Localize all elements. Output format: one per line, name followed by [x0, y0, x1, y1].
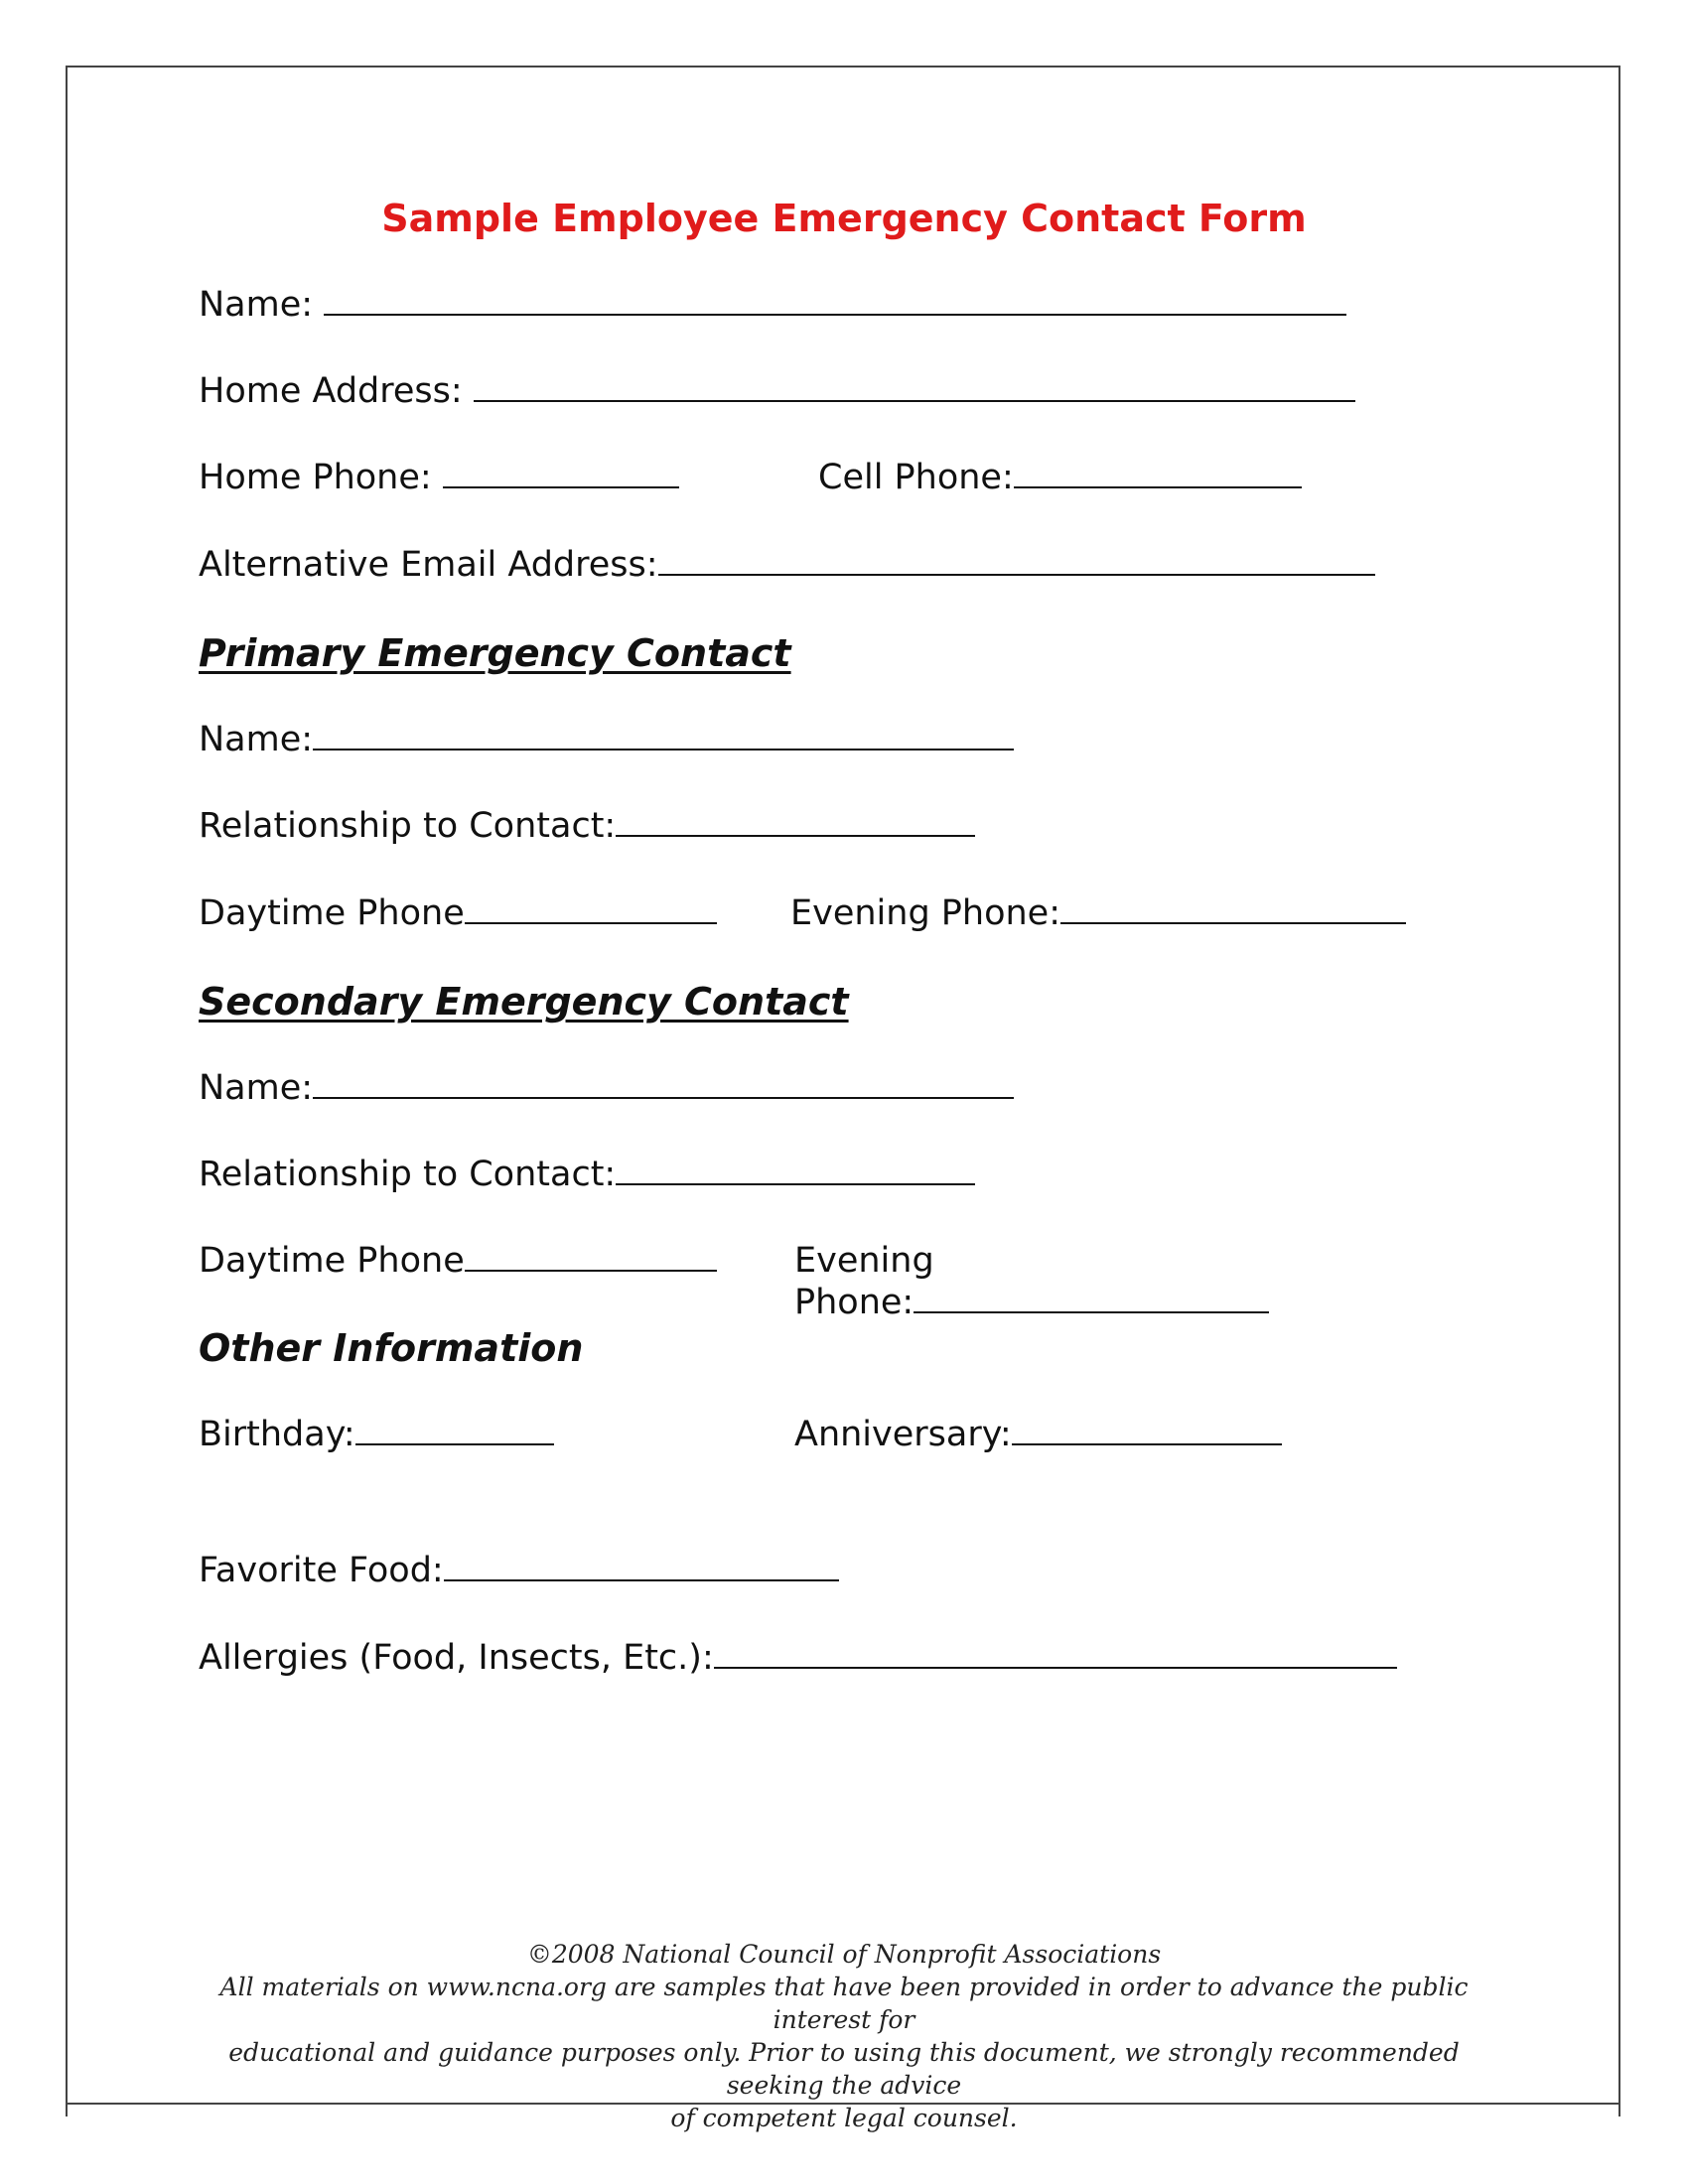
secondary-daytime-row — [199, 1240, 717, 1282]
secondary-contact-heading: Secondary Emergency Contact — [199, 980, 849, 1024]
home-address-field[interactable] — [474, 370, 1355, 402]
birthday-label: Birthday: — [199, 1415, 355, 1454]
cell-phone-label: Cell Phone: — [818, 458, 1014, 497]
secondary-name-field[interactable] — [313, 1067, 1014, 1099]
favorite-food-label: Favorite Food: — [199, 1551, 444, 1590]
employee-name-row — [199, 284, 1346, 326]
secondary-relationship-label: Relationship to Contact: — [199, 1155, 617, 1194]
favorite-food-field[interactable] — [444, 1550, 839, 1581]
employee-name-label: Name: — [199, 285, 314, 325]
primary-name-field[interactable] — [313, 719, 1014, 751]
primary-name-label: Name: — [199, 720, 314, 759]
secondary-relationship-row — [199, 1154, 975, 1195]
primary-relationship-field[interactable] — [616, 805, 975, 837]
footer-disclaimer-line3: of competent legal counsel. — [670, 2104, 1018, 2132]
cell-phone-field[interactable] — [1014, 457, 1302, 488]
primary-evening-row — [790, 892, 1406, 934]
footer — [199, 1938, 1489, 2134]
birthday-row — [199, 1414, 554, 1455]
favorite-food-row — [199, 1550, 839, 1591]
secondary-daytime-label: Daytime Phone — [199, 1241, 465, 1281]
home-phone-label: Home Phone: — [199, 458, 432, 497]
home-address-label: Home Address: — [199, 371, 463, 411]
cell-phone-row — [818, 457, 1302, 498]
footer-copyright: ©2008 National Council of Nonprofit Associations — [526, 1940, 1162, 1969]
alt-email-label: Alternative Email Address: — [199, 545, 658, 585]
other-info-heading: Other Information — [199, 1326, 584, 1370]
primary-daytime-row — [199, 892, 717, 934]
primary-contact-heading: Primary Emergency Contact — [199, 631, 791, 675]
alt-email-field[interactable] — [658, 544, 1375, 576]
secondary-evening-row — [794, 1282, 1269, 1323]
anniversary-label: Anniversary: — [794, 1415, 1012, 1454]
form-title: Sample Employee Emergency Contact Form — [381, 197, 1307, 240]
footer-disclaimer-line1: All materials on www.ncna.org are samples that have been provided in order to advance the public interest for — [219, 1973, 1469, 2034]
primary-relationship-label: Relationship to Contact: — [199, 806, 617, 846]
footer-disclaimer-line2: educational and guidance purposes only. Prior to using this document, we strongly recommended seeking the advice — [228, 2038, 1460, 2100]
primary-relationship-row — [199, 805, 975, 847]
secondary-evening-label-line2: Phone: — [794, 1283, 914, 1322]
secondary-daytime-field[interactable] — [465, 1240, 717, 1272]
primary-evening-field[interactable] — [1060, 892, 1406, 924]
primary-daytime-label: Daytime Phone — [199, 893, 465, 933]
secondary-name-label: Name: — [199, 1068, 314, 1108]
primary-name-row — [199, 719, 1014, 760]
secondary-evening-label-line1: Evening — [794, 1241, 934, 1281]
allergies-field[interactable] — [714, 1637, 1397, 1669]
home-address-row — [199, 370, 1355, 412]
secondary-evening-field[interactable] — [914, 1282, 1269, 1313]
home-phone-row — [199, 457, 679, 498]
home-phone-field[interactable] — [443, 457, 679, 488]
anniversary-field[interactable] — [1012, 1414, 1282, 1445]
allergies-row — [199, 1637, 1397, 1679]
secondary-name-row — [199, 1067, 1014, 1109]
primary-daytime-field[interactable] — [465, 892, 717, 924]
employee-name-field[interactable] — [324, 284, 1346, 316]
alt-email-row — [199, 544, 1375, 586]
primary-evening-label: Evening Phone: — [790, 893, 1061, 933]
allergies-label: Allergies (Food, Insects, Etc.): — [199, 1638, 714, 1678]
secondary-relationship-field[interactable] — [616, 1154, 975, 1185]
birthday-field[interactable] — [355, 1414, 554, 1445]
anniversary-row — [794, 1414, 1282, 1455]
